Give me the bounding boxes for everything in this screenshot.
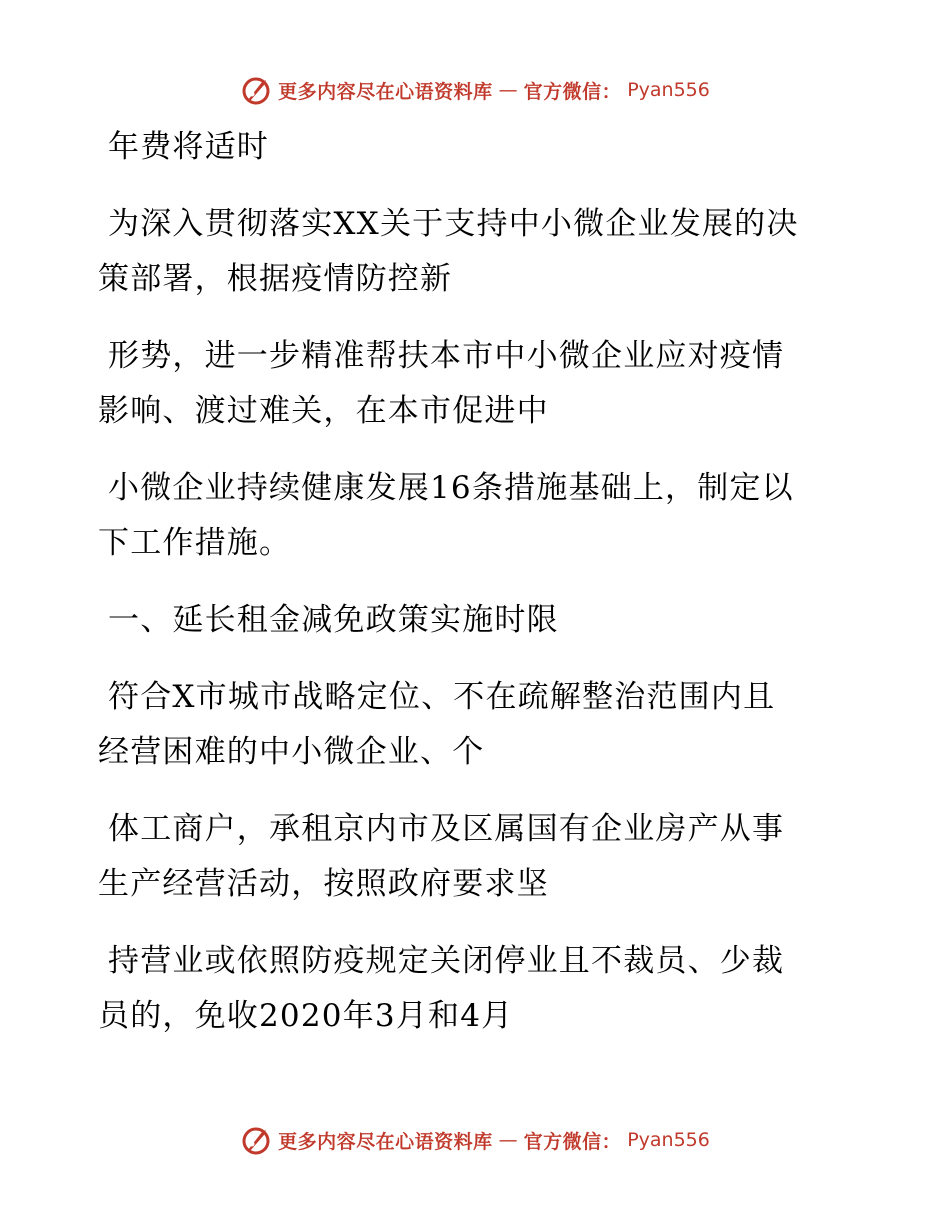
paragraph [98,802,858,912]
paragraph-line: 员的，免收2020年3月和4月 [98,998,514,1034]
paragraph [98,120,858,175]
quill-logo-icon [240,1124,272,1156]
paragraph-line: 年费将适时 [108,129,269,165]
watermark-separator: — [498,1129,518,1151]
paragraph-line: 体工商户，承租京内市及区属国有企业房产从事 [108,811,785,847]
watermark-wechat-label: 官方微信： [523,1130,622,1153]
paragraph-line: 下工作措施。 [98,525,292,561]
watermark-wechat-label: 官方微信： [523,80,622,103]
paragraph [98,461,858,571]
watermark-account: Pyan556 [627,1129,710,1151]
watermark-site-text: 更多内容尽在心语资料库 [278,80,493,103]
document-body [98,120,858,1066]
footer-watermark [0,1120,950,1160]
paragraph-line: 影响、渡过难关，在本市促进中 [98,393,549,429]
watermark-separator: — [498,79,518,101]
paragraph [98,197,858,307]
paragraph-line: 小微企业持续健康发展16条措施基础上，制定以 [108,470,794,506]
paragraph [98,934,858,1044]
paragraph [98,670,858,780]
paragraph-line: 为深入贯彻落实XX关于支持中小微企业发展的决 [108,206,799,242]
paragraph [98,329,858,439]
paragraph-line: 经营困难的中小微企业、个 [98,734,485,770]
paragraph-line: 生产经营活动，按照政府要求坚 [98,866,549,902]
watermark-site-text: 更多内容尽在心语资料库 [278,1130,493,1153]
quill-logo-icon [240,74,272,106]
paragraph-line: 一、延长租金减免政策实施时限 [108,602,559,638]
watermark-account: Pyan556 [627,79,710,101]
paragraph-line: 形势，进一步精准帮扶本市中小微企业应对疫情 [108,338,785,374]
paragraph-line: 符合X市城市战略定位、不在疏解整治范围内且 [108,679,776,715]
header-watermark [0,70,950,110]
paragraph [98,593,858,648]
paragraph-line: 策部署，根据疫情防控新 [98,261,453,297]
paragraph-line: 持营业或依照防疫规定关闭停业且不裁员、少裁 [108,943,785,979]
